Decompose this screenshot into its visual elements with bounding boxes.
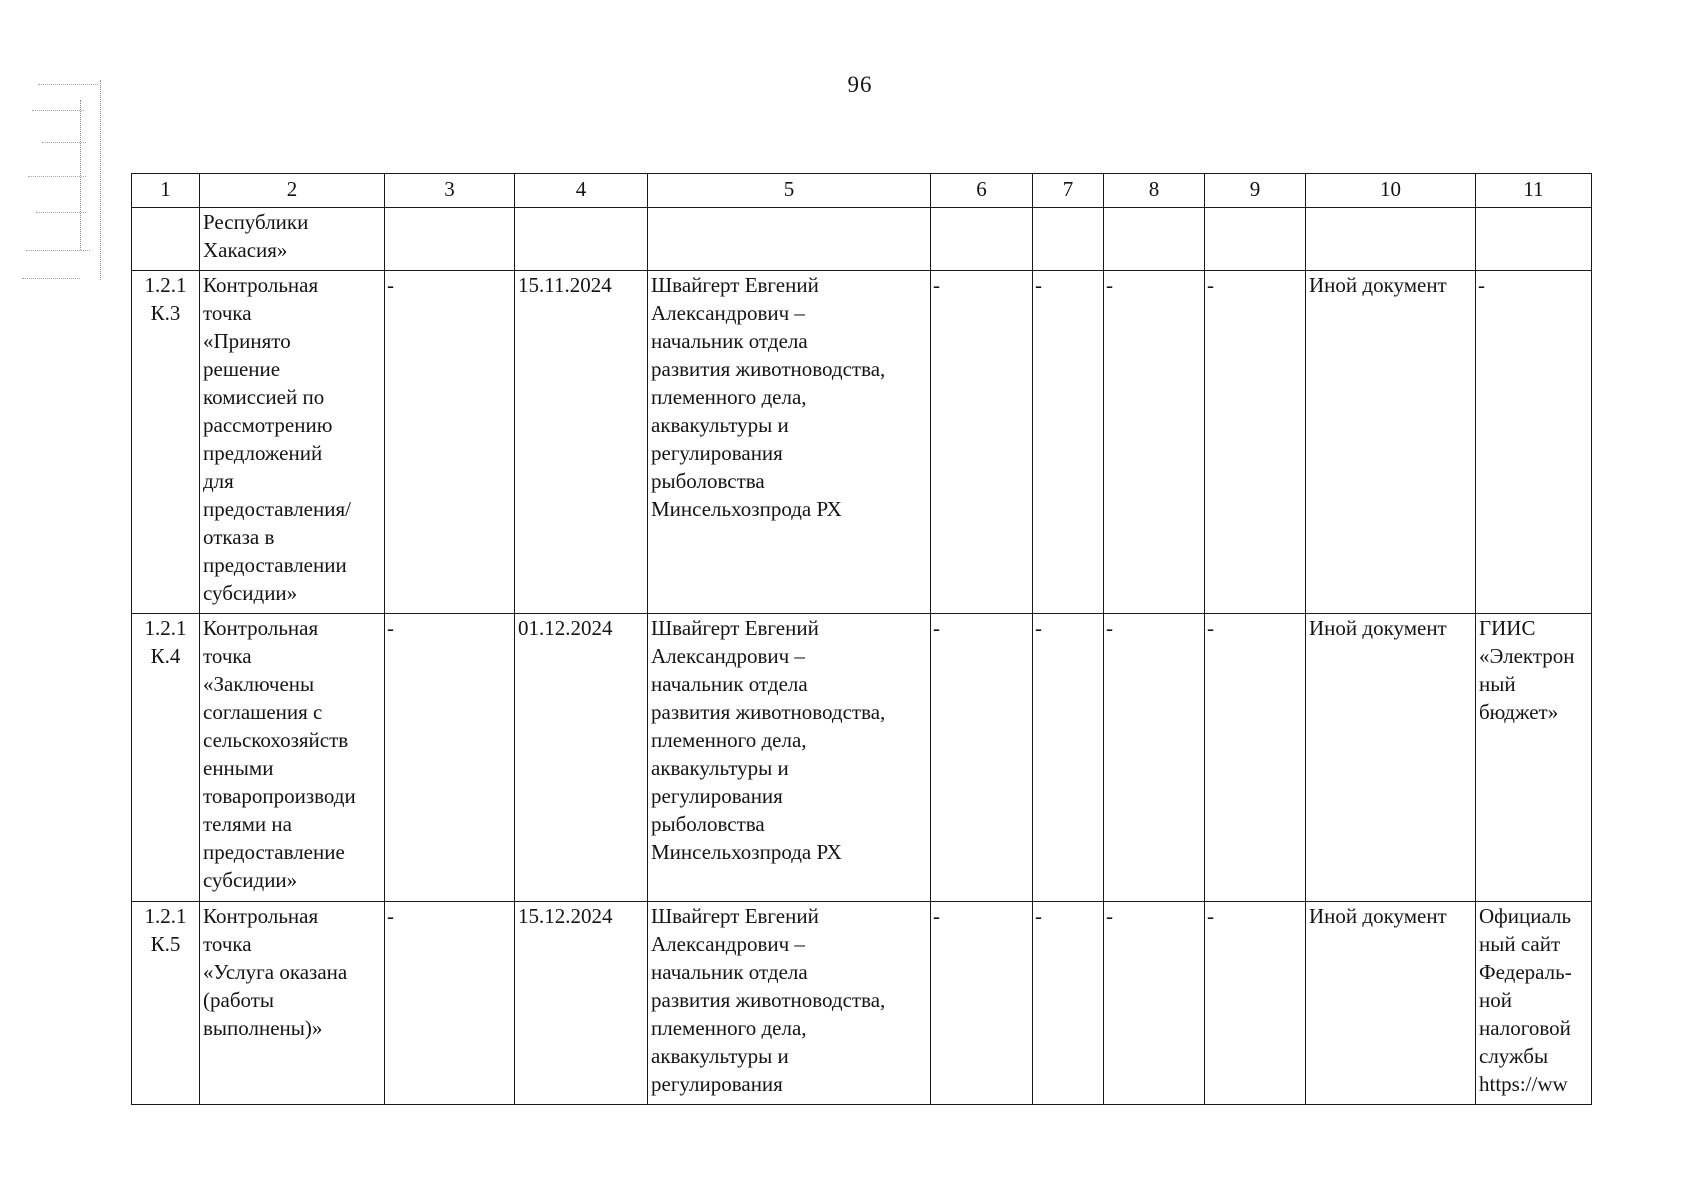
- cell-date: 15.11.2024: [515, 271, 648, 614]
- cell-document-type: [1306, 208, 1476, 271]
- cell-info-system: ГИИС «Электрон ный бюджет»: [1476, 614, 1592, 902]
- cell-col3: -: [385, 271, 515, 614]
- cell-date: 15.12.2024: [515, 902, 648, 1105]
- column-header: 2: [200, 174, 385, 208]
- cell-number: [132, 208, 200, 271]
- cell-col9: -: [1205, 902, 1306, 1105]
- cell-col7: -: [1033, 271, 1104, 614]
- cell-document-type: Иной документ: [1306, 614, 1476, 902]
- cell-number: 1.2.1 К.4: [132, 614, 200, 902]
- cell-col3: -: [385, 614, 515, 902]
- cell-document-type: Иной документ: [1306, 902, 1476, 1105]
- table-row: [132, 902, 1592, 1105]
- cell-col6: [931, 208, 1033, 271]
- control-points-table: [131, 173, 1592, 1105]
- cell-info-system: -: [1476, 271, 1592, 614]
- cell-document-type: Иной документ: [1306, 271, 1476, 614]
- column-header: 7: [1033, 174, 1104, 208]
- cell-name: Контрольная точка «Услуга оказана (работы выполнены)»: [200, 902, 385, 1105]
- cell-col3: [385, 208, 515, 271]
- cell-name: Контрольная точка «Заключены соглашения с сельскохозяйств енными товаропроизводи телями на предоставление субсидии»: [200, 614, 385, 902]
- column-header: 5: [648, 174, 931, 208]
- cell-name: Контрольная точка «Принято решение комиссией по рассмотрению предложений для предоставления/ отказа в предоставлении субсидии»: [200, 271, 385, 614]
- column-header: 3: [385, 174, 515, 208]
- cell-col7: -: [1033, 614, 1104, 902]
- page-number: 96: [847, 72, 873, 97]
- column-header: 4: [515, 174, 648, 208]
- cell-responsible: Швайгерт Евгений Александрович – начальник отдела развития животноводства, племенного дела, аквакультуры и регулирования рыболовства Минсельхозпрода РХ: [648, 271, 931, 614]
- binding-margin-marks: [22, 80, 104, 288]
- column-header: 6: [931, 174, 1033, 208]
- cell-number: 1.2.1 К.3: [132, 271, 200, 614]
- cell-col6: -: [931, 271, 1033, 614]
- column-header: 11: [1476, 174, 1592, 208]
- cell-col9: -: [1205, 271, 1306, 614]
- cell-col3: -: [385, 902, 515, 1105]
- cell-col8: [1104, 208, 1205, 271]
- table-row: [132, 271, 1592, 614]
- cell-col8: -: [1104, 614, 1205, 902]
- cell-col8: -: [1104, 271, 1205, 614]
- cell-col7: [1033, 208, 1104, 271]
- cell-number: 1.2.1 К.5: [132, 902, 200, 1105]
- column-header: 9: [1205, 174, 1306, 208]
- table-row: [132, 614, 1592, 902]
- cell-info-system: [1476, 208, 1592, 271]
- cell-col9: [1205, 208, 1306, 271]
- cell-date: 01.12.2024: [515, 614, 648, 902]
- cell-date: [515, 208, 648, 271]
- cell-col7: -: [1033, 902, 1104, 1105]
- table-row: [132, 208, 1592, 271]
- cell-name: Республики Хакасия»: [200, 208, 385, 271]
- column-header: 1: [132, 174, 200, 208]
- column-header: 10: [1306, 174, 1476, 208]
- cell-responsible: Швайгерт Евгений Александрович – начальник отдела развития животноводства, племенного дела, аквакультуры и регулирования рыболовства Минсельхозпрода РХ: [648, 614, 931, 902]
- cell-info-system: Официаль ный сайт Федераль- ной налоговой службы https://ww: [1476, 902, 1592, 1105]
- cell-col8: -: [1104, 902, 1205, 1105]
- header-row: [132, 174, 1592, 208]
- cell-col9: -: [1205, 614, 1306, 902]
- cell-responsible: Швайгерт Евгений Александрович – начальник отдела развития животноводства, племенного дела, аквакультуры и регулирования: [648, 902, 931, 1105]
- cell-responsible: [648, 208, 931, 271]
- cell-col6: -: [931, 902, 1033, 1105]
- cell-col6: -: [931, 614, 1033, 902]
- column-header: 8: [1104, 174, 1205, 208]
